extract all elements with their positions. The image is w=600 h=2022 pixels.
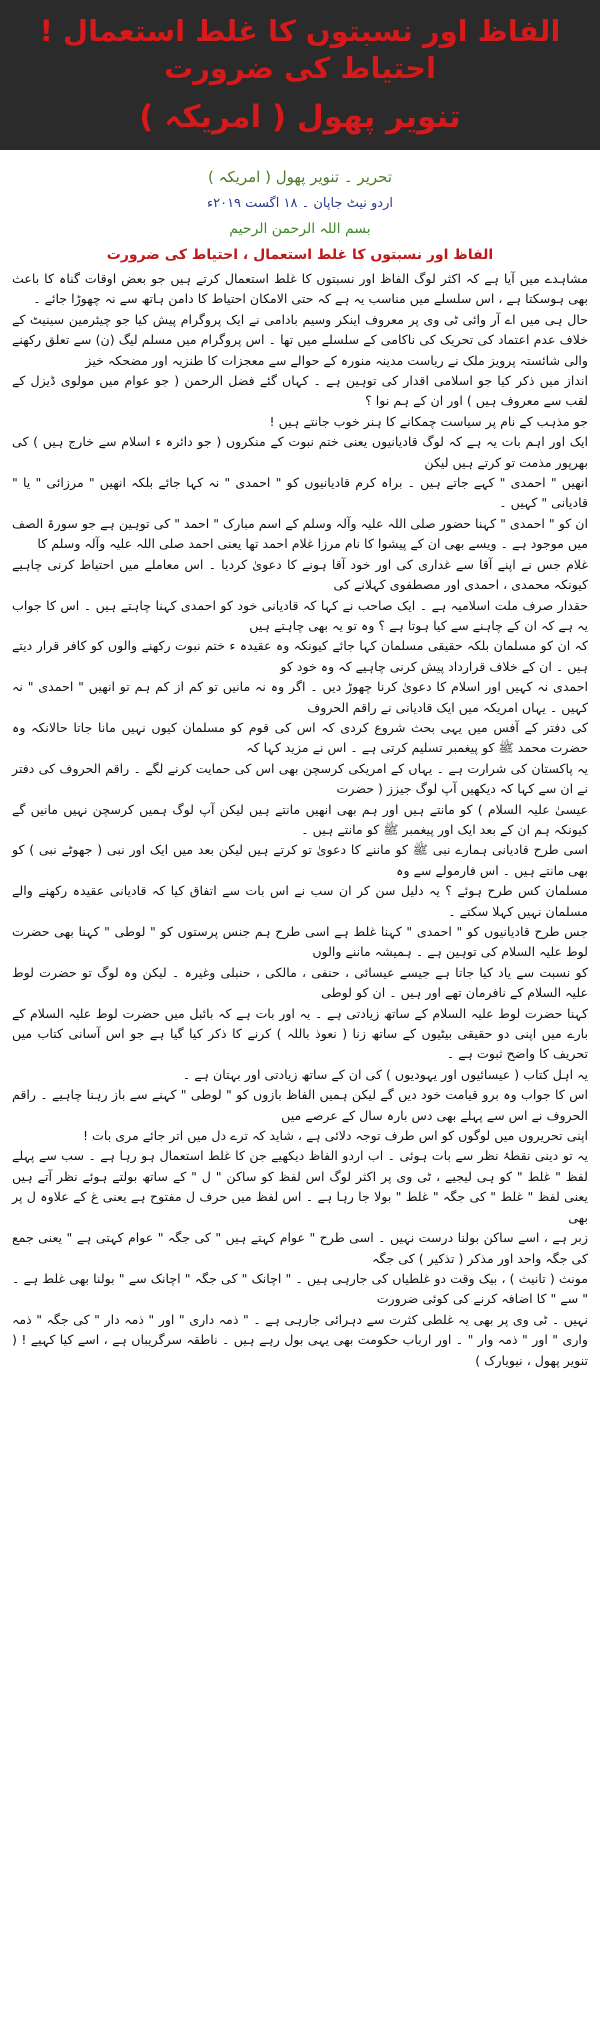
paragraph: زبر ہے ، اسے ساکن بولنا درست نہیں ۔ اسی طرح " عوام کہتے ہیں " کی جگہ " عوام کہتی ہے " یعنی جمع کی جگہ واحد اور مذکر ( تذکیر ) کی جگہ: [12, 1230, 588, 1266]
paragraph: یہ تو دینی نقطۂ نظر سے بات ہوئی ۔ اب اردو الفاظ دیکھیے جن کا غلط استعمال ہو رہا ہے ۔ سب سے پہلے لفظ " غلط " کو ہی لیجیے ، ٹی وی پر اکثر لوگ اس لفظ کو ساکن " ل " کے ساتھ بولتے ہوئے نظر آتے ہیں یعنی لفظ " غلط " کی جگہ " غلط " بولا جا رہا ہے ۔ اس لفظ میں حرف ل مفتوح ہے یعنی غ کے علاوہ ل پر بھی: [12, 1148, 588, 1225]
dateline: اردو نیٹ جاپان ۔ ۱۸ اگست ۲۰۱۹ء: [206, 196, 393, 211]
paragraph: اسی طرح قادیانی ہمارے نبی ﷺ کو ماننے کا دعویٰ تو کرتے ہیں لیکن بعد میں ایک اور نبی ( جھوٹے نبی ) کو بھی مانتے ہیں ۔ اس فارمولے سے وہ: [12, 842, 588, 878]
paragraph: جس طرح قادیانیوں کو " احمدی " کہنا غلط ہے اسی طرح ہم جنس پرستوں کو " لوطی " کہنا بھی حضرت لوط علیہ السلام کی توہین ہے ۔ ہمیشہ ماننے والوں: [12, 924, 588, 960]
paragraph: کہ ان کو مسلمان بلکہ حقیقی مسلمان کہا جائے کیونکہ وہ عقیدہ ء ختم نبوت رکھنے والوں کو کافر قرار دیتے ہیں ۔ ان کے خلاف قرارداد پیش کرنی چاہیے کہ وہ خود کو: [12, 638, 588, 674]
paragraph: کہنا حضرت لوط علیہ السلام کے ساتھ زیادتی ہے ۔ یہ اور بات ہے کہ بائبل میں حضرت لوط علیہ السلام کے بارے میں اپنی دو حقیقی بیٹیوں کے ساتھ زنا ( نعوذ باللہ ) کرنے کا ذکر کیا گیا ہے جو اس آسانی کتاب میں تحریف کا واضح ثبوت ہے ۔: [12, 1005, 588, 1062]
paragraph: یہ پاکستان کی شرارت ہے ۔ یہاں کے امریکی کرسچن بھی اس کی حمایت کرنے لگے ۔ راقم الحروف کی دفتر نے ان سے کہا کہ دیکھیں آپ لوگ جیزز ( حضرت: [12, 760, 588, 797]
paragraph: کی دفتر کے آفس میں یہی بحث شروع کردی کہ اس کی قوم کو مسلمان کیوں نہیں مانا جاتا حالانکہ وہ حضرت محمد ﷺ کو پیغمبر تسلیم کرتی ہے ۔ اس نے مزید کہا کہ: [12, 719, 588, 756]
paragraph: عیسیٰ علیہ السلام ) کو مانتے ہیں اور ہم بھی انھیں مانتے ہیں لیکن آپ لوگ ہمیں کرسچن نہیں مانیں گے کیونکہ ہم ان کے بعد ایک اور پیغمبر ﷺ کو مانتے ہیں ۔: [12, 801, 588, 837]
paragraph: نہیں ۔ ٹی وی پر بھی یہ غلطی کثرت سے دہرائی جارہی ہے ۔ " ذمہ داری " اور " ذمہ دار " کی جگہ " ذمہ واری " اور " ذمہ وار " ۔ اور ارباب حکومت بھی یہی بول رہے ہیں ۔ ناطقہ سرگریباں ہے ، اسے کیا کہیے ! ( تنویر پھول ، نیویارک ): [12, 1311, 588, 1368]
paragraph: ان کو " احمدی " کہنا حضور صلی اللہ علیہ وآلہ وسلم کے اسم مبارک " احمد " کی توہین ہے جو سورۃ الصف میں موجود ہے ۔ ویسے بھی ان کے پیشوا کا نام مرزا غلام احمد تھا یعنی احمد صلی اللہ علیہ وآلہ وسلم کا: [12, 515, 588, 552]
article-subheading: الفاظ اور نسبتوں کا غلط استعمال ، احتیاط کی ضرورت: [106, 247, 494, 263]
paragraph: اپنی تحریروں میں لوگوں کو اس طرف توجہ دلائی ہے ، شاید کہ ترے دل میں اتر جائے مری بات !: [82, 1128, 588, 1144]
byline: تحریر ۔ تنویر پھول ( امریکہ ): [207, 168, 393, 186]
banner-author: تنویر پھول ( امریکہ ): [139, 98, 461, 135]
paragraph: انداز میں ذکر کیا جو اسلامی اقدار کی توہین ہے ۔ کہاں گئے فضل الرحمن ( جو عوام میں مولوی ڈیزل کے لقب سے معروف ہیں ) اور ان کے ہم نوا ؟: [12, 373, 588, 409]
bismillah: بسم اللہ الرحمن الرحیم: [229, 221, 371, 237]
paragraph: مشاہدے میں آیا ہے کہ اکثر لوگ الفاظ اور نسبتوں کا غلط استعمال کرتے ہیں جو بعض اوقات گناہ کا باعث بھی ہوسکتا ہے ، اس سلسلے میں مناسب یہ ہے کہ حتی الامکان احتیاط کا دامن ہاتھ سے نہ چھوڑا جائے ۔: [12, 271, 588, 307]
banner-title: الفاظ اور نسبتوں کا غلط استعمال ! احتیاط کی ضرورت: [39, 14, 561, 85]
paragraph: غلام جس نے اپنے آقا سے غداری کی اور خود آقا ہونے کا دعویٰ کردیا ۔ اس معاملے میں احتیاط کرنی چاہیے کیونکہ محمدی ، احمدی اور مصطفوی کہلانے کی: [12, 556, 588, 593]
paragraph: ایک اور اہم بات یہ ہے کہ لوگ قادیانیوں یعنی ختم نبوت کے منکروں ( جو دائرہ ء اسلام سے خارج ہیں ) کی بھرپور مذمت تو کرتے ہیں لیکن: [12, 434, 588, 470]
title-banner: [0, 0, 600, 150]
paragraph: اس کا جواب وہ برو قیامت خود دیں گے لیکن ہمیں الفاظ بازوں کو " لوطی " کہنے سے باز رہنا چاہیے ۔ راقم الحروف نے اس سے پہلے بھی دس بارہ سال کے عرصے میں: [12, 1087, 588, 1123]
paragraph: مسلمان کس طرح ہوئے ؟ یہ دلیل سن کر ان سب نے اس بات سے اتفاق کیا کہ قادیانی عقیدہ رکھنے والے مسلمان نہیں کہلا سکتے ۔: [12, 883, 588, 919]
paragraph: حال ہی میں اے آر وائی ٹی وی پر معروف اینکر وسیم بادامی نے ایک پروگرام پیش کیا جو چیئرمین سینیٹ کے خلاف عدم اعتماد کی تحریک کی ناکامی کے سلسلے میں تھا ۔ اس پروگرام میں مسلم لیگ (ن) سے تعلق رکھنے والی شائستہ پرویز ملک نے ریاست مدینہ منورہ کے حوالے سے معجزات کا طنزیہ اور مضحکہ خیز: [12, 311, 588, 368]
paragraph: انھیں " احمدی " کہے جاتے ہیں ۔ براہ کرم قادیانیوں کو " احمدی " نہ کہا جائے بلکہ انھیں " مرزائی " یا " قادیانی " کہیں ۔: [12, 475, 588, 511]
paragraph: یہ اہل کتاب ( عیسائیوں اور یہودیوں ) کی ان کے ساتھ زیادتی اور بہتان ہے ۔: [182, 1066, 588, 1082]
paragraph: کو نسبت سے یاد کیا جاتا ہے جیسے عیسائی ، حنفی ، مالکی ، حنبلی وغیرہ ۔ لیکن وہ لوگ تو حضرت لوط علیہ السلام کے نافرمان تھے اور ہیں ۔ ان کو لوطی: [12, 964, 588, 1001]
paragraph: حقدار صرف ملت اسلامیہ ہے ۔ ایک صاحب نے کہا کہ قادیانی خود کو احمدی کہنا چاہتے ہیں ۔ اس کا جواب یہ ہے کہ ان کے چاہنے سے کیا ہوتا ہے ؟ وہ تو یہ بھی چاہتے ہیں: [12, 597, 588, 633]
paragraph: مونث ( تانیث ) ، بیک وقت دو غلطیاں کی جارہی ہیں ۔ " اچانک " کی جگہ " اچانک سے " بولنا بھی غلط ہے ۔ " سے " کا اضافہ کرنے کی کوئی ضرورت: [12, 1270, 588, 1307]
article-header: [0, 168, 600, 263]
paragraph: احمدی نہ کہیں اور اسلام کا دعویٰ کرنا چھوڑ دیں ۔ اگر وہ نہ مانیں تو کم از کم ہم تو انھیں " احمدی " نہ کہیں ۔ یہاں امریکہ میں ایک قادیانی نے راقم الحروف: [12, 679, 588, 715]
paragraph: جو مذہب کے نام پر سیاست چمکانے کا ہنر خوب جانتے ہیں !: [269, 413, 588, 429]
article-body: [0, 263, 600, 1371]
